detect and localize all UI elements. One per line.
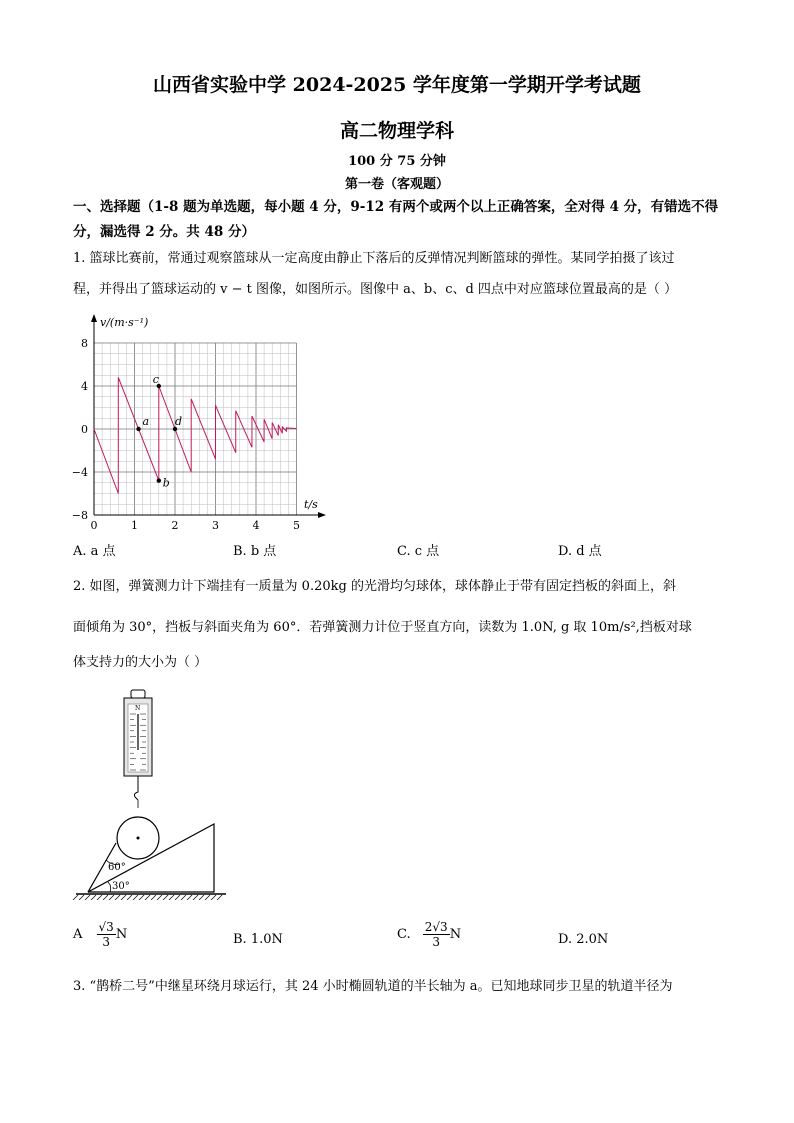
x-tick-label: 2 [171, 519, 179, 532]
vt-series-line [94, 377, 297, 493]
x-tick-label: 4 [252, 519, 260, 532]
angle-60-label: 60° [108, 862, 126, 873]
q2-option-a[interactable]: A $\frac{√3}{3}$ N [73, 920, 128, 949]
point-label-d: d [175, 415, 183, 428]
q3-line1: 3. “鹊桥二号”中继星环绕月球运行，其 24 小时椭圆轨道的半长轴为 a。已知地球同步卫星的轨道半径为 [73, 979, 673, 994]
angle-30-label: 30° [112, 881, 130, 892]
point-b [157, 478, 161, 482]
point-label-b: b [162, 476, 170, 490]
q2-option-d[interactable]: D. 2.0N [558, 932, 609, 947]
y-tick-label: −8 [71, 509, 88, 522]
y-axis-label: v/(m·s⁻¹) [100, 316, 149, 329]
score-time: 100 分 75 分钟 [348, 154, 446, 169]
scale-bottom-hook [134, 784, 138, 800]
point-label-c: c [152, 373, 159, 386]
subject-title: 高二物理学科 [339, 120, 454, 142]
x-tick-label: 3 [212, 519, 219, 532]
x-tick-label: 1 [131, 519, 138, 532]
y-tick-label: 8 [81, 337, 88, 350]
ground-hatch [73, 895, 222, 900]
q2-line2: 面倾角为 30°，挡板与斜面夹角为 60°．若弹簧测力计位于竖直方向，读数为 1.0N, g 取 10m/s²,挡板对球 [73, 620, 692, 635]
x-tick-label: 5 [293, 519, 300, 532]
section-heading: 一、选择题（1-8 题为单选题，每小题 4 分，9-12 有两个或两个以上正确答案，全对得 4 分，有错选不得分，漏选得 2 分。共 48 分） [73, 199, 719, 240]
q1-option-a[interactable]: A. a 点 [73, 544, 116, 559]
y-tick-label: 4 [81, 380, 88, 393]
spring-scale-figure [70, 688, 240, 900]
scale-top-hook [131, 690, 145, 698]
q1-option-c[interactable]: C. c 点 [397, 544, 440, 559]
volume-title: 第一卷（客观题） [344, 177, 449, 192]
q2-option-c[interactable]: C. $\frac{2√3}{3}$ N [397, 920, 462, 949]
q1-option-b[interactable]: B. b 点 [233, 544, 277, 559]
chart-grid [94, 343, 297, 515]
q2-line1: 2. 如图，弹簧测力计下端挂有一质量为 0.20kg 的光滑均匀球体，球体静止于带有固定挡板的斜面上，斜 [73, 579, 676, 594]
point-label-a: a [142, 415, 150, 428]
q1-line1: 1. 篮球比赛前，常通过观察篮球从一定高度由静止下落后的反弹情况判断篮球的弹性。某同学拍摄了该过 [73, 251, 675, 266]
exam-title: 山西省实验中学 2024-2025 学年度第一学期开学考试题 [153, 74, 641, 96]
point-a [136, 427, 140, 431]
q2-option-b[interactable]: B. 1.0N [233, 932, 283, 947]
q2-line3: 体支持力的大小为（ ） [73, 655, 208, 670]
q1-option-d[interactable]: D. d 点 [558, 544, 602, 559]
y-tick-label: 0 [81, 423, 88, 436]
q1-line2: 程，并得出了篮球运动的 v − t 图像，如图所示。图像中 a、b、c、d 四点中对应篮球位置最高的是（ ） [73, 282, 678, 297]
vt-chart [70, 310, 340, 535]
x-tick-label: 0 [90, 519, 98, 532]
y-tick-label: −4 [71, 466, 88, 479]
x-axis-label: t/s [304, 498, 318, 511]
scale-unit-label: N [135, 705, 141, 712]
